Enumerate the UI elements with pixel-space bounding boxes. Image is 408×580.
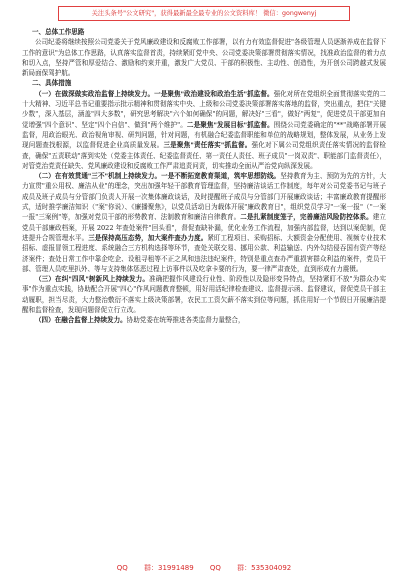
measure-4-paragraph bbox=[22, 315, 386, 325]
measure-2-text-1: 坚持教育为主、预防为先的方针，大力宣贯"重公用权、廉洁从业"的理念，突出加强年轻干部教育管理监督，坚持廉洁谈话工作制度，每年对公司党委书记与班子成员及班子成员与分管部门负责人开展一次集体廉政谈话，及时提醒班子成员与分管部门开展廉政谈话；丰富廉政教育提醒形式，适时推学廉洁知识（"案"你说）、《廉播聚焦》，以党员活动日为载体开展"廉政教育日"，组织党员学习"一案一报"（"一案一报"三案例"等，加强对党员干部的形势教育、法制教育和廉洁自律教育。 bbox=[22, 172, 386, 222]
qq-number-2: 535304092 bbox=[251, 564, 292, 572]
measure-3-text: 准确把握作风建设行业性、阶段性以及隐形变异特点，坚持紧盯不放"为群众办实事"作为重点实践，协助配合开展"四心"作风问题教育整顿，用好用活纪律检查建议、监督提示函、监督建议，督促党员干部主动履职，担当尽责，大力整治敷衍不落实上级决策部署，农民工工资欠薪不落实到位等问题，抓住用好一个节假日开展廉洁提醒和监督检查，发现问题督促立行立改。 bbox=[22, 275, 387, 315]
measure-1-paragraph bbox=[22, 89, 386, 171]
measure-4-text: 协助党委在统筹推进各类监督力量整合， bbox=[126, 316, 245, 325]
measure-1-heading: （一）在做深做实政治监督上持续发力。一是聚焦"政治建设和政治生活"抓监督。 bbox=[35, 89, 274, 98]
qq-label-2: QQ 群： bbox=[209, 564, 252, 572]
header-banner: 关注头条号"公文研究"，获得最新最全最专业的公文资料库！ 微信：gongwenyj bbox=[58, 6, 350, 21]
measure-4-heading: （四）在融合监督上持续发力。 bbox=[35, 316, 127, 325]
measure-1-text-3: 强化对下属公司党组织责任落实情况的监督检查，确保"五责联动"落到实处（党委主体责任、纪委监督责任、第一责任人责任、班子成员"一岗双责"、职能部门监督责任），对管党治党责任缺失、党风廉政建设和反腐败工作严肃追责问责，切实推动全面从严治党向纵深发展。 bbox=[22, 141, 386, 170]
measure-1-text-2: 围绕公司党委确定的"**"战略部署开展监督，用政治眼光、政治视角审视、研判问题，针对问题，有机融合纪委监督职能和单位的战略规划，整体发展，从业务上发现问题查找根源，以监督促进企业高质量发展。 bbox=[22, 120, 386, 150]
measure-2-heading-2: 二是扎紧制度笼子，完善廉洁风险防控体系。 bbox=[240, 213, 373, 222]
qq-number-1: 31991489 bbox=[158, 564, 194, 572]
measure-1-heading-2: 二是聚焦"发展目标"抓监督。 bbox=[186, 120, 274, 129]
document-body bbox=[22, 27, 386, 326]
measure-2-text-2: 建立党员干部廉政档案，开展 2022 年查处案件"回头看"，督促查缺补漏，优化业务工作流程，加强内部监督，达到以案促制，促进提升合规管理水平。 bbox=[22, 213, 386, 242]
footer-qq-groups bbox=[0, 563, 408, 573]
measure-1-heading-3: 三是聚焦"责任落实"抓监督。 bbox=[163, 141, 252, 150]
measure-3-paragraph bbox=[22, 274, 386, 315]
measure-1-text-1: 强化对所在党组织全面贯彻落实党的二十大精神、习近平总书记重要指示批示精神和贯彻落实中央、上级和公司党委决策部署落实落地的监督，突出重点，把住"关键少数"，深入基层，涵盖"四大多数"，研究思考解决"六个如何确保"的问题，解决好"三看"，做好"两复"，促进党员干部更加自觉增强"四个意识"、坚定"四个自信"、做到"两个维护"。 bbox=[22, 89, 386, 129]
measure-2-heading-3: 三是保持高压态势，加大案件查办力度。 bbox=[88, 233, 208, 242]
section-1-paragraph: 公司纪委将继续按照公司党委关于党风廉政建设和反腐败工作部署，以有力有效监督促进"各级管理人员逐渐养成在监督下工作的意识"为总体工作思路，认真落实监督首责，持续紧盯党中央、公司党委决策部署贯彻落实情况，找准政治监督的着力点和切入点，坚持严管和厚爱结合、激励和约束并重，激发广大党员、干部的积极性、主动性、创造性，为开创公司跨越式发展新局面保驾护航。 bbox=[22, 38, 386, 78]
measure-3-heading: （三）在纠"四风"树新风上持续发力。 bbox=[35, 275, 150, 284]
measure-2-heading: （二）在有效贯通"三不"机制上持续发力。一是不断拓宽教育渠道，筑牢思想防线。 bbox=[35, 172, 281, 181]
measure-2-text-3: 紧盯工程项目、采购招标、大额资金分配使用、视频专业技术招标、虚报冒领工程进度、系统融合三方机构选择等环节，查处关联交易、挪用公款、利益输送、内外勾结侵吞国有资产等经济案件；查处日常工作中靠企吃企、设租寻租等不正之风和违法违纪案件，特别是重点查办严重损害群众利益的案件，党员干部、管理人员吃里扒外、等与支持集体惩恶过程上访事件以及吃拿卡要的行为，要一律严肃查处，直到形成有力震慑。 bbox=[22, 233, 386, 273]
qq-label-1: QQ 群： bbox=[116, 564, 159, 572]
section-2-title: 二、具体措施 bbox=[32, 79, 72, 88]
measure-2-paragraph bbox=[22, 171, 386, 274]
section-1-title: 一、总体工作思路 bbox=[32, 28, 85, 36]
